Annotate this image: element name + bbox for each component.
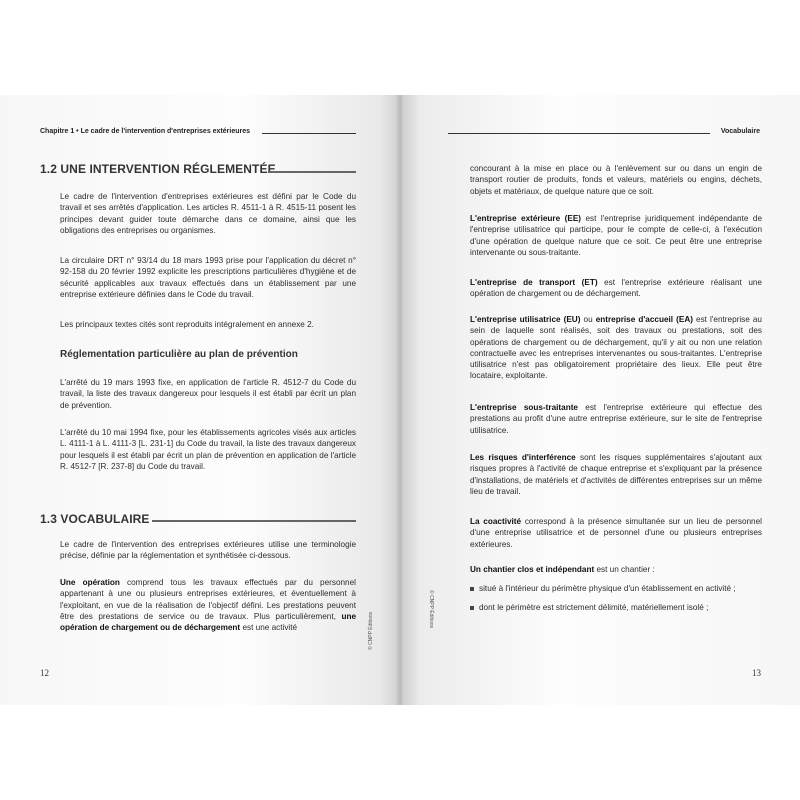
section-1-2-paragraph-5: L'arrêté du 10 mai 1994 fixe, pour les établissements agricoles visés aux articles L. 4111-1 à L. 4111-3 [L. 231-1] du Code du travail, la liste des travaux dangereux pour lesquels il est établi par écrit un plan de prévention en application de l'article R. 4512-7 [R. 237-8] du Code du travail.	[60, 428, 356, 471]
section-1-2-rule	[268, 171, 356, 173]
bullet-square-icon	[470, 606, 474, 610]
section-1-3-title: 1.3 VOCABULAIRE	[40, 512, 150, 526]
et-text: est l'entreprise extérieure réalisant une opération de chargement ou de déchargement.	[470, 278, 762, 299]
loading-operation-continued: concourant à la mise en place ou à l'enlèvement sur ou dans un engin de transport routier de produits, fonds et valeurs, matériels ou engins, déchets, objets et matériaux, de quelque nature que ce soit.	[470, 164, 762, 196]
operation-definition	[60, 577, 356, 633]
loading-operation-term: une opération de chargement ou de déchargement	[60, 611, 356, 633]
operation-text-end: est une activité	[240, 623, 298, 633]
ch-term: Un chantier clos et indépendant	[470, 565, 595, 574]
st-text: est l'entreprise extérieure qui effectue des prestations au profit d'une autre entreprise extérieure, sur le site de l'entreprise utilisatrice.	[470, 403, 762, 435]
ee-text: est l'entreprise juridiquement indépendante de l'entreprise utilisatrice qui participe, pour le compte de celle-ci, à l'exécution d'une opération de quelque nature que ce soit. Ce peut être une entreprise intervenante ou sous-traitante.	[470, 214, 762, 257]
eu-text: est l'entreprise au sein de laquelle sont réalisés, soit des travaux ou prestations, soit des opérations de chargement ou de déchargement, qu'il y ait ou non une relation contractuelle avec les entreprises intervenantes ou sous-traitantes. L'entreprise utilisatrice n'est pas obligatoirement propriétaire des lieux. Elle peut être locataire, exploitante.	[470, 315, 762, 381]
left-running-head: Chapitre 1 • Le cadre de l'intervention d'entreprises extérieures	[40, 128, 251, 135]
bullet-text: dont le périmètre est strictement délimité, matériellement isolé ;	[479, 603, 709, 612]
def-coactivity	[470, 516, 762, 550]
st-term: L'entreprise sous-traitante	[470, 403, 578, 412]
def-interference-risks	[470, 452, 762, 497]
right-page-number: 13	[752, 668, 761, 678]
prevention-plan-subtitle: Réglementation particulière au plan de prévention	[60, 349, 298, 360]
section-1-2-paragraph-1: Le cadre de l'intervention d'entreprises extérieures est défini par le Code du travail et ses arrêtés d'application. Les articles R. 4511-1 à R. 4515-11 posent les principes devant guider toute démarche dans ce domaine, ainsi que les obligations des entreprises ou organismes.	[60, 192, 356, 235]
def-transport-company	[470, 277, 762, 300]
right-head-rule	[448, 133, 710, 134]
bullet-text: situé à l'intérieur du périmètre physique d'un établissement en activité ;	[479, 584, 736, 593]
ee-term: L'entreprise extérieure (EE)	[470, 214, 582, 223]
operation-text: comprend tous les travaux effectués par du personnel appartenant à une ou plusieurs entreprises extérieures, et éventuellement à l'exploitant, en vue de la réalisation de l'objectif défini. Les prestations peuvent être des prestations de service ou de travaux. Plus particulièrement,	[60, 578, 356, 621]
closed-site-bullet-1	[470, 583, 736, 594]
section-1-3-paragraph-1: Le cadre de l'intervention des entreprises extérieures utilise une terminologie précise, définie par la réglementation et synthétisée ci-dessous.	[60, 540, 356, 561]
def-user-company	[470, 314, 762, 382]
ch-text: est un chantier :	[594, 565, 655, 574]
def-closed-site	[470, 564, 762, 575]
co-text: correspond à la présence simultanée sur un lieu de personnel d'une entreprise utilisatrice et de personnel d'une ou plusieurs entreprises extérieures.	[470, 517, 762, 549]
operation-term: Une opération	[60, 578, 120, 587]
right-running-head: Vocabulaire	[720, 128, 760, 135]
closed-site-bullet-2	[470, 602, 708, 613]
section-1-2-paragraph-4: L'arrêté du 19 mars 1993 fixe, en application de l'article R. 4512-7 du Code du travail, la liste des travaux dangereux pour lesquels il est établi par écrit un plan de prévention.	[60, 378, 356, 410]
eu-mid: ou	[580, 315, 596, 324]
section-1-3-rule	[152, 520, 356, 522]
eu-term: L'entreprise utilisatrice (EU)	[470, 315, 581, 324]
section-1-2-title: 1.2 UNE INTERVENTION RÉGLEMENTÉE	[40, 162, 276, 176]
left-head-rule	[262, 133, 356, 134]
left-copyright: © CNPP Éditions	[368, 611, 374, 650]
section-1-2-paragraph-3: Les principaux textes cités sont reproduits intégralement en annexe 2.	[60, 320, 314, 329]
co-term: La coactivité	[470, 517, 522, 526]
left-page-number: 12	[40, 668, 49, 678]
def-external-company	[470, 213, 762, 258]
right-copyright: © CNPP Éditions	[428, 590, 434, 629]
ea-term: entreprise d'accueil (EA)	[595, 315, 693, 324]
ri-term: Les risques d'interférence	[470, 453, 576, 462]
section-1-2-paragraph-2: La circulaire DRT n° 93/14 du 18 mars 1993 prise pour l'application du décret n° 92-158 du 20 février 1992 explicite les prescriptions particulières d'hygiène et de sécurité applicables aux travaux effectués dans un établissement par une entreprise extérieure définies dans le Code du travail.	[60, 256, 356, 299]
def-subcontractor	[470, 402, 762, 436]
bullet-square-icon	[470, 587, 474, 591]
et-term: L'entreprise de transport (ET)	[470, 278, 598, 287]
ri-text: sont les risques supplémentaires s'ajoutant aux risques propres à l'activité de chaque entreprise et s'expliquant par la présence d'installations, de matériels et d'activités de différentes entreprises sur un même lieu de travail.	[470, 453, 762, 496]
book-gutter	[395, 95, 405, 705]
